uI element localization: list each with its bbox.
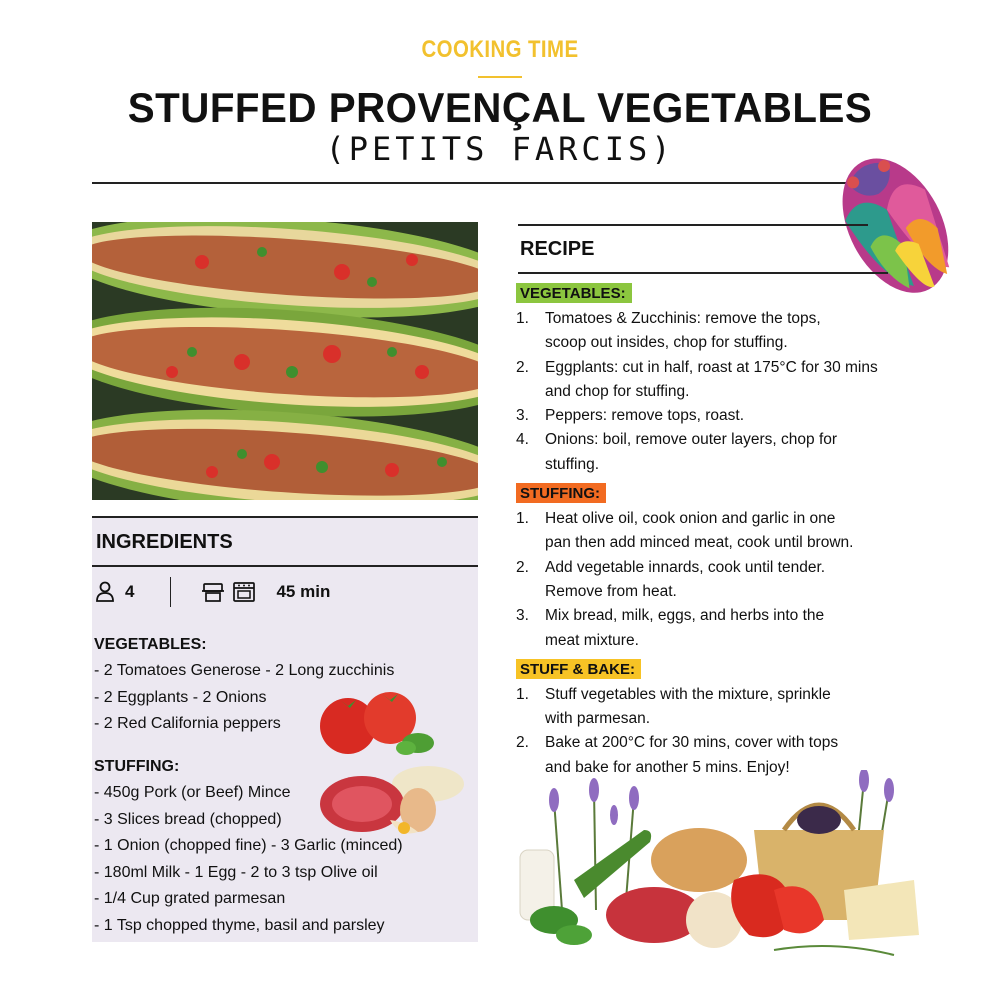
meta-separator: [170, 577, 171, 607]
section-tag: STUFF & BAKE:: [516, 659, 641, 679]
vegetables-label: VEGETABLES:: [94, 636, 207, 653]
stuffing-label: STUFFING:: [94, 758, 180, 775]
ingredients-top-divider: [92, 516, 478, 518]
page-title: STUFFED PROVENÇAL VEGETABLES: [127, 84, 873, 131]
ingredient-line: - 1/4 Cup grated parmesan: [94, 890, 286, 907]
ingredient-line: - 2 Red California peppers: [94, 715, 281, 732]
recipe-divider: [518, 272, 888, 274]
ingredient-line: - 2 Tomatoes Generose - 2 Long zucchinis: [94, 662, 395, 679]
ingredient-line: - 3 Slices bread (chopped): [94, 810, 282, 828]
meta-row: [92, 576, 330, 608]
ingredient-line: - 1 Tsp chopped thyme, basil and parsley: [94, 916, 385, 934]
oven-icon: [232, 581, 256, 603]
step: 2. Add vegetable innards, cook until tender. Remove from heat.: [516, 558, 826, 600]
page-subtitle: (PETITS FARCIS): [325, 130, 675, 168]
step: 1. Stuff vegetables with the mixture, sprinkle with parmesan.: [516, 685, 831, 728]
food-photo: [92, 222, 478, 500]
cook-time: 45 min: [276, 582, 331, 601]
step: 3. Peppers: remove tops, roast.: [516, 407, 745, 425]
step: 4. Onions: boil, remove outer layers, chop for stuffing.: [516, 431, 838, 473]
recipe-top-divider: [518, 224, 868, 226]
section-tag: STUFFING:: [516, 483, 606, 503]
step: 2. Eggplants: cut in half, roast at 175°C for 30 mins and chop for stuffing.: [516, 358, 878, 400]
recipe-title: RECIPE: [520, 238, 595, 260]
section-tag: VEGETABLES:: [516, 283, 632, 303]
ingredients-title: INGREDIENTS: [96, 531, 233, 553]
produce-illustration: [514, 770, 934, 970]
kicker-underline: [478, 76, 522, 78]
recipe-section-stuff-bake: [516, 659, 916, 780]
servings-count: 4: [125, 582, 135, 601]
recipe-section-stuffing: [516, 483, 916, 653]
tomato-illustration: [318, 688, 438, 758]
step: 1. Tomatoes & Zucchinis: remove the tops, scoop out insides, chop for stuffing.: [516, 310, 821, 352]
ingredient-line: - 1 Onion (chopped fine) - 3 Garlic (minced): [94, 837, 403, 854]
step: 3. Mix bread, milk, eggs, and herbs into the meat mixture.: [516, 607, 825, 649]
kicker: COOKING TIME: [421, 36, 579, 63]
step: 1. Heat olive oil, cook onion and garlic in one pan then add minced meat, cook until brown.: [516, 510, 854, 552]
recipe-section-vegetables: [516, 283, 916, 477]
ingredient-line: - 450g Pork (or Beef) Mince: [94, 784, 291, 801]
person-icon: [95, 581, 115, 603]
ingredient-line: - 180ml Milk - 1 Egg - 2 to 3 tsp Olive oil: [94, 863, 378, 881]
step: 2. Bake at 200°C for 30 mins, cover with tops and bake for another 5 mins. Enjoy!: [516, 734, 839, 776]
title-divider: [92, 182, 852, 184]
pan-icon: [201, 581, 225, 603]
ingredient-line: - 2 Eggplants - 2 Onions: [94, 688, 267, 706]
mince-illustration: [318, 762, 468, 838]
recipe-body: [516, 283, 916, 780]
ingredients-divider: [92, 565, 478, 567]
